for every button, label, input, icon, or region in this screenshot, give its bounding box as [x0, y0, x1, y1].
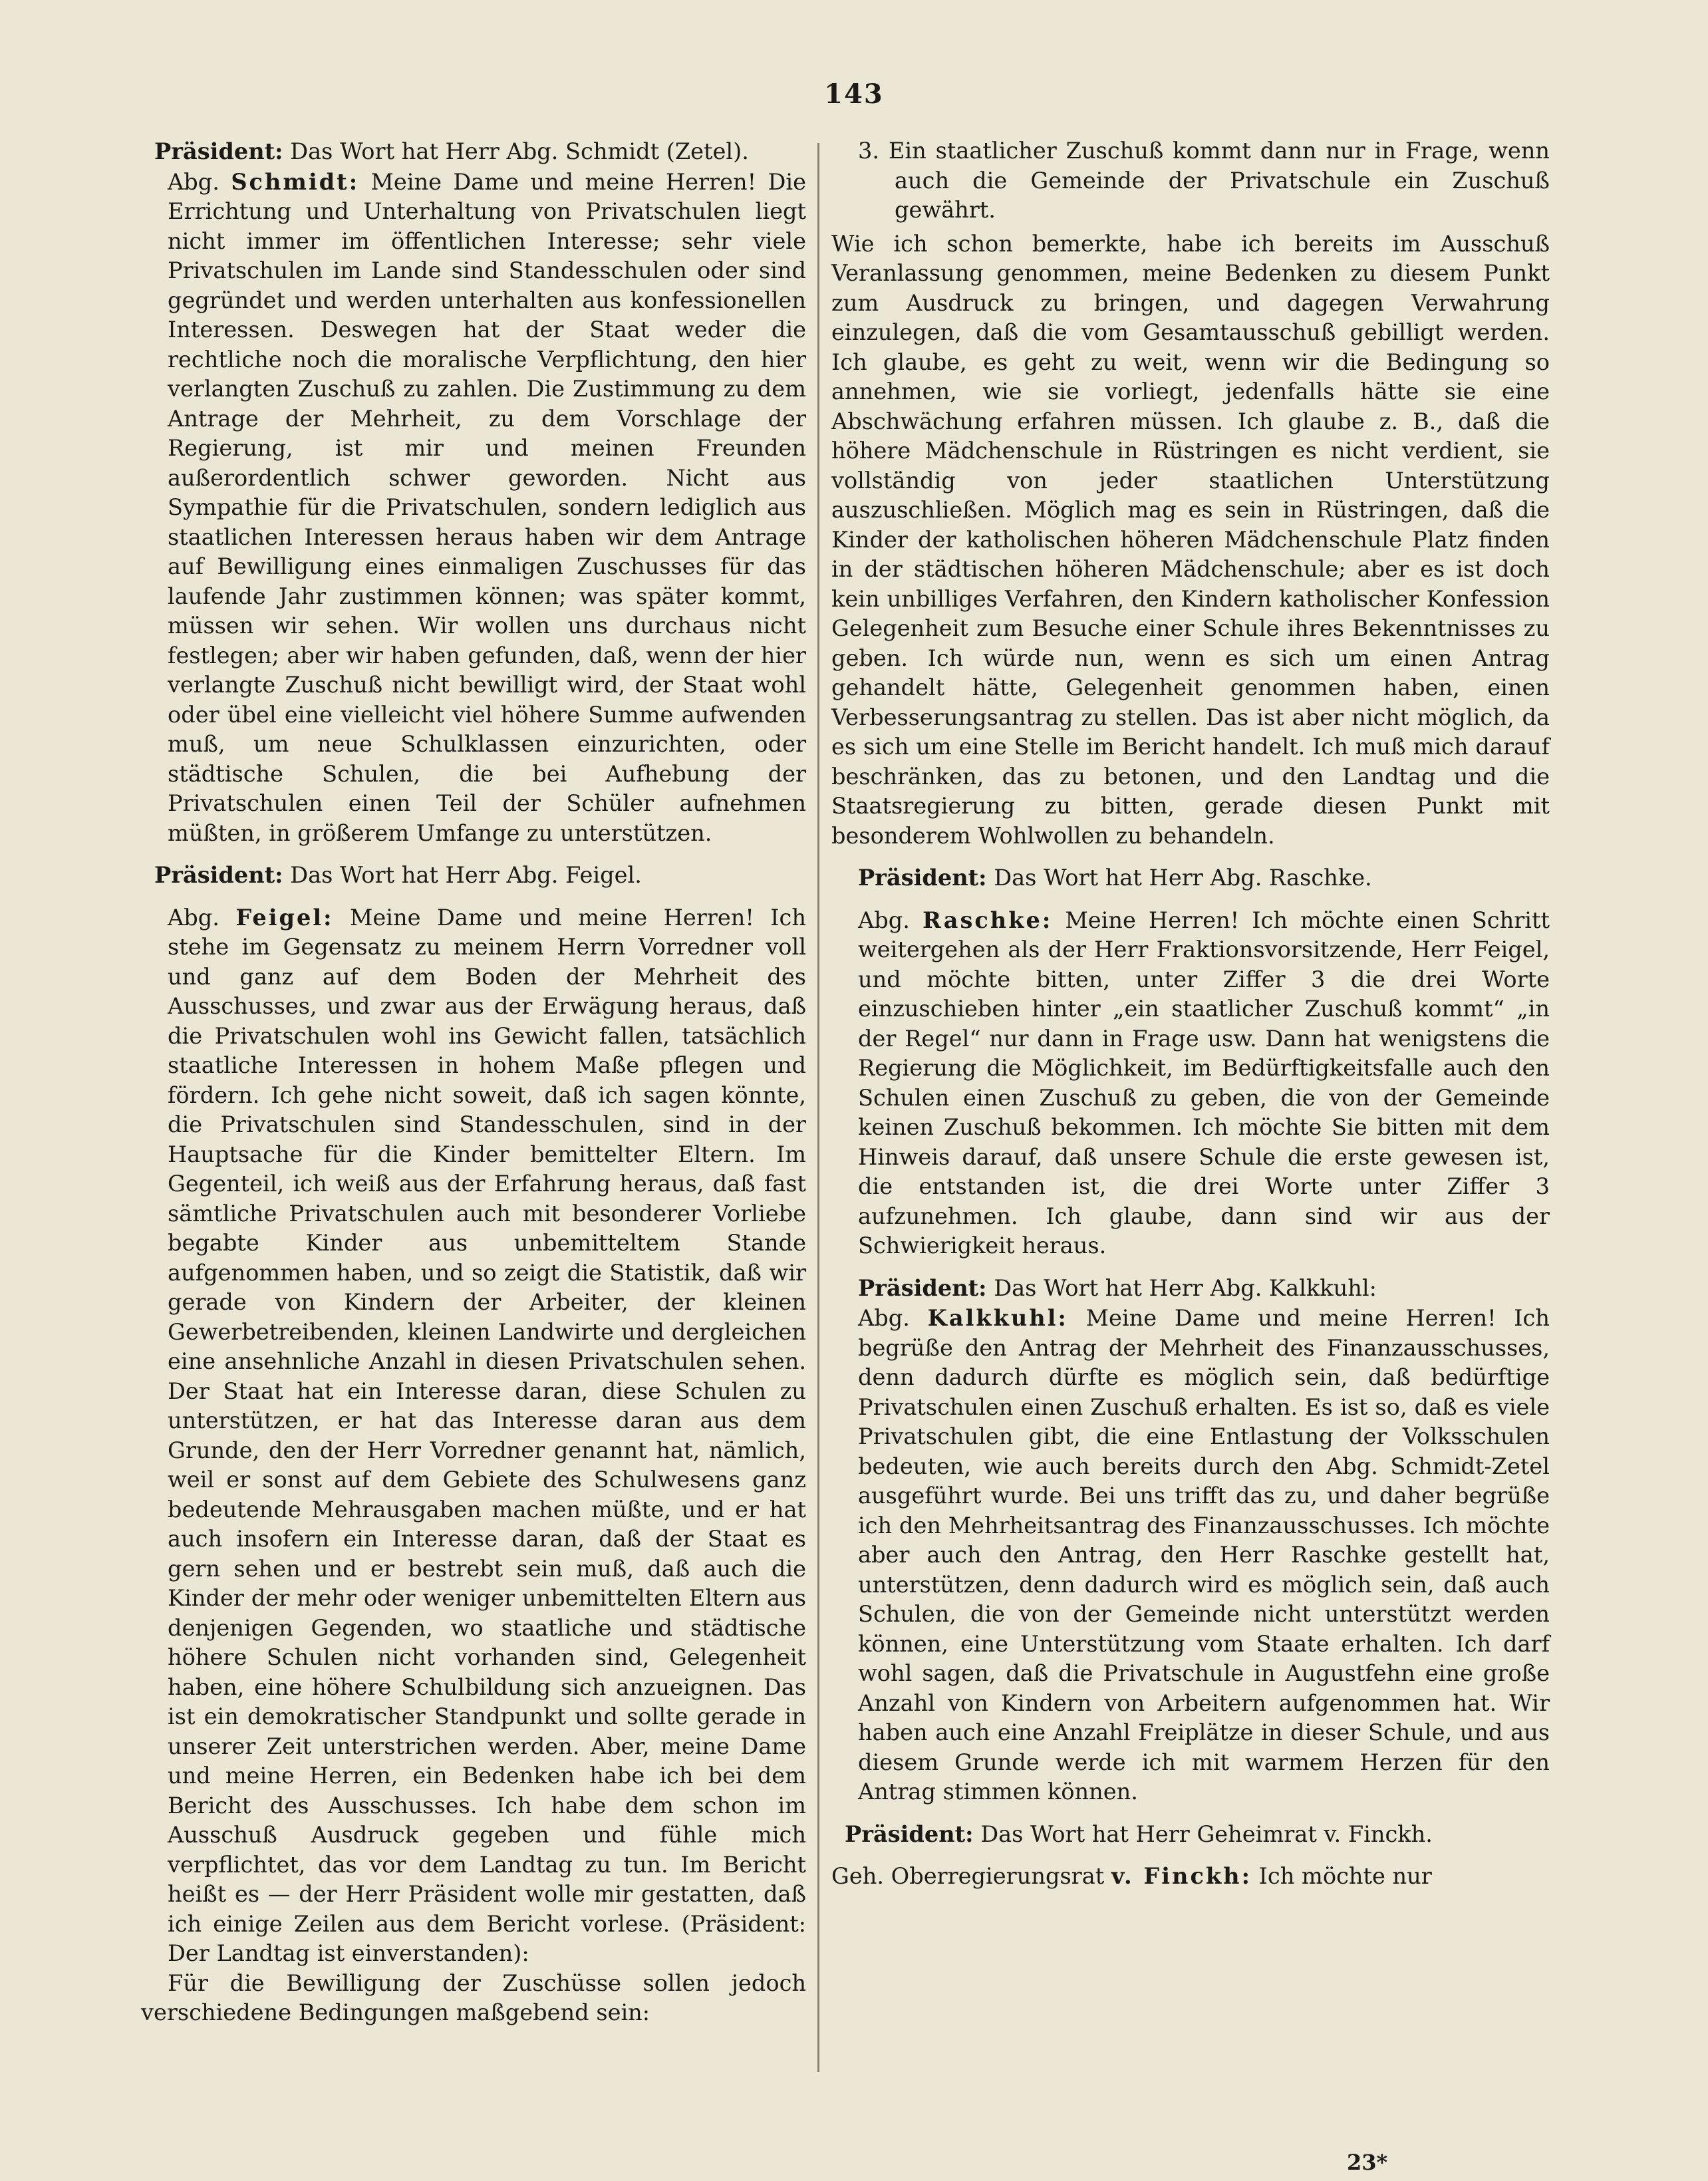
speaker-prefix: Abg.	[168, 904, 219, 931]
speaker-name: Raschke:	[923, 906, 1053, 933]
speaker-prefix: Geh. Oberregierungsrat	[831, 1863, 1105, 1889]
speaker-name: Kalkkuhl:	[927, 1304, 1068, 1331]
paragraph-text: 3. Ein staatlicher Zuschuß kommt dann nur in Frage, wenn auch die Gemeinde der Privatschule ein Zuschuß gewährt.	[858, 138, 1550, 223]
paragraph-text: Das Wort hat Herr Geheimrat v. Finckh.	[980, 1820, 1433, 1847]
paragraph-text: Meine Dame und meine Herren! Ich begrüße den Antrag der Mehrheit des Finanzausschusses, denn dadurch dürfte es möglich sein, daß bedürftige Privatschulen einen Zuschuß erhalten. Es ist so, daß es viele Privatschulen gibt, die eine Entlastung der Volksschulen bedeuten, wie auch bereits durch den Abg. Schmidt-Zetel ausgeführt wurde. Bei uns trifft das zu, und daher begrüße ich den Mehrheitsantrag des Finanzausschusses. Ich möchte aber auch den Antrag, den Herr Raschke gestellt hat, unterstützen, denn dadurch wird es möglich sein, daß auch Schulen, die von der Gemeinde nicht unterstützt werden können, eine Unterstützung vom Staate erhalten. Ich darf wohl sagen, daß die Privatschule in Augustfehn eine große Anzahl von Kindern von Arbeitern aufgenommen hat. Wir haben auch eine Anzahl Freiplätze in dieser Schule, und aus diesem Grunde werde ich mit warmem Herzen für den Antrag stimmen können.	[858, 1305, 1550, 1805]
speaker-name: Schmidt:	[231, 168, 360, 195]
speaker-prefix: Abg.	[858, 1305, 910, 1331]
paragraph-kalkkuhl	[831, 1303, 1550, 1807]
paragraph-finckh	[831, 1861, 1550, 1892]
speaker-name: Feigel:	[235, 903, 334, 931]
column-divider	[817, 143, 819, 2072]
paragraph-text: Meine Dame und meine Herren! Ich stehe im Gegensatz zu meinem Herrn Vorredner voll und ganz auf dem Boden der Mehrheit des Ausschusses, und zwar aus der Erwägung heraus, daß die Privatschulen wohl ins Gewicht fallen, tatsächlich staatliche Interessen in hohem Maße pflegen und fördern. Ich gehe nicht soweit, daß ich sagen könnte, die Privatschulen sind Standesschulen, sind in der Hauptsache für die Kinder bemittelter Eltern. Im Gegenteil, ich weiß aus der Erfahrung heraus, daß fast sämtliche Privatschulen auch mit besonderer Vorliebe begabte Kinder aus unbemitteltem Stande aufgenommen haben, und so zeigt die Statistik, daß wir gerade von Kindern der Arbeiter, der kleinen Gewerbetreibenden, kleinen Landwirte und dergleichen eine ansehnliche Anzahl in diesen Privatschulen sehen. Der Staat hat ein Interesse daran, diese Schulen zu unterstützen, er hat das Interesse daran aus dem Grunde, den der Herr Vorredner genannt hat, nämlich, weil er sonst auf dem Gebiete des Schulwesens ganz bedeutende Mehrausgaben machen müßte, und er hat auch insofern ein Interesse daran, daß der Staat es gern sehen und er bestrebt sein muß, daß auch die Kinder der mehr oder weniger unbemittelten Eltern aus denjenigen Gegenden, wo staatliche und städtische höhere Schulen nicht vorhanden sind, Gelegenheit haben, eine höhere Schulbildung sich anzueignen. Das ist ein demokratischer Standpunkt und sollte gerade in unserer Zeit unterstrichen werden. Aber, meine Dame und meine Herren, ein Bedenken habe ich bei dem Bericht des Ausschusses. Ich habe dem schon im Ausschuß Ausdruck gegeben und fühle mich verpflichtet, das vor dem Landtag zu tun. Im Bericht heißt es — der Herr Präsident wolle mir gestatten, daß ich einige Zeilen aus dem Bericht vorlese. (Präsident: Der Landtag ist einverstanden):	[168, 904, 806, 1966]
sheet-signature: 23*	[1347, 2150, 1388, 2175]
speaker-prefix: Abg.	[168, 168, 219, 195]
speaker-prefix: Abg.	[858, 907, 910, 933]
speaker-label: Präsident:	[154, 138, 283, 164]
paragraph-president-1	[141, 136, 806, 167]
paragraph-president-4	[831, 1273, 1550, 1304]
paragraph-text: Wie ich schon bemerkte, habe ich bereits im Ausschuß Veranlassung genommen, meine Bedenken zu diesem Punkt zum Ausdruck zu bringen, und dagegen Verwahrung einzulegen, daß die vom Gesamtausschuß gebilligt werden. Ich glaube, es geht zu weit, wenn wir die Bedingung so annehmen, wie sie vorliegt, jedenfalls hätte sie eine Abschwächung erfahren müssen. Ich glaube z. B., daß die höhere Mädchenschule in Rüstringen es nicht verdient, sie vollständig von jeder staatlichen Unterstützung auszuschließen. Möglich mag es sein in Rüstringen, daß die Kinder der katholischen höheren Mädchenschule Platz finden in der städtischen höheren Mädchenschule; aber es ist doch kein unbilliges Verfahren, den Kindern katholischer Konfession Gelegenheit zum Besuche einer Schule ihres Bekenntnisses zu geben. Ich würde nun, wenn es sich um einen Antrag gehandelt hätte, Gelegenheit genommen haben, einen Verbesserungsantrag zu stellen. Das ist aber nicht möglich, da es sich um eine Stelle im Bericht handelt. Ich muß mich darauf beschränken, das zu betonen, und den Landtag und die Staatsregierung zu bitten, gerade diesen Punkt mit besonderem Wohlwollen zu behandeln.	[831, 230, 1550, 849]
paragraph-text: Ich möchte nur	[1258, 1863, 1432, 1889]
paragraph-text: Das Wort hat Herr Abg. Raschke.	[994, 865, 1372, 891]
page-number: 143	[824, 78, 884, 110]
speaker-label: Präsident:	[154, 861, 283, 888]
speaker-name: v. Finckh:	[1111, 1862, 1252, 1889]
paragraph-raschke	[831, 905, 1550, 1261]
paragraph-text: Das Wort hat Herr Abg. Feigel.	[290, 862, 642, 888]
speaker-label: Präsident:	[845, 1820, 974, 1847]
paragraph-president-5	[831, 1819, 1550, 1850]
left-column	[141, 136, 806, 2028]
paragraph-feigel-continued	[831, 229, 1550, 851]
speaker-label: Präsident:	[858, 1274, 987, 1301]
paragraph-president-3	[831, 863, 1550, 893]
paragraph-text: Das Wort hat Herr Abg. Schmidt (Zetel).	[290, 138, 749, 164]
speaker-label: Präsident:	[858, 864, 987, 891]
paragraph-text: Meine Dame und meine Herren! Die Errichtung und Unterhaltung von Privatschulen liegt nicht immer im öffentlichen Interesse; sehr viele Privatschulen im Lande sind Standesschulen oder sind gegründet und werden unterhalten aus konfessionellen Interessen. Deswegen hat der Staat weder die rechtliche noch die moralische Verpflichtung, den hier verlangten Zuschuß zu zahlen. Die Zustimmung zu dem Antrage der Mehrheit, zu dem Vorschlage der Regierung, ist mir und meinen Freunden außerordentlich schwer geworden. Nicht aus Sympathie für die Privatschulen, sondern lediglich aus staatlichen Interessen heraus haben wir dem Antrage auf Bewilligung eines einmaligen Zuschusses für das laufende Jahr zustimmen können; was später kommt, müssen wir sehen. Wir wollen uns durchaus nicht festlegen; aber wir haben gefunden, daß, wenn der hier verlangte Zuschuß nicht bewilligt wird, der Staat wohl oder übel eine vielleicht viel höhere Summe aufwenden muß, um neue Schulklassen einzurichten, oder städtische Schulen, die bei Aufhebung der Privatschulen einen Teil der Schüler aufnehmen müßten, in größerem Umfange zu unterstützen.	[168, 168, 806, 846]
paragraph-text: Das Wort hat Herr Abg. Kalkkuhl:	[994, 1274, 1377, 1301]
paragraph-schmidt	[141, 167, 806, 849]
list-item-3	[831, 136, 1550, 225]
paragraph-president-2	[141, 860, 806, 891]
paragraph-text: Meine Herren! Ich möchte einen Schritt weitergehen als der Herr Fraktionsvorsitzende, Herr Feigel, und möchte bitten, unter Ziffer 3 die drei Worte einzuschieben hinter „ein staatlicher Zuschuß kommt“ „in der Regel“ nur dann in Frage usw. Dann hat wenigstens die Regierung die Möglichkeit, im Bedürftigkeitsfalle auch den Schulen einen Zuschuß zu geben, die von der Gemeinde keinen Zuschuß bekommen. Ich möchte Sie bitten mit dem Hinweis darauf, daß unsere Schule die erste gewesen ist, die entstanden ist, die drei Worte unter Ziffer 3 aufzunehmen. Ich glaube, dann sind wir aus der Schwierigkeit heraus.	[858, 907, 1550, 1258]
paragraph-text: Für die Bewilligung der Zuschüsse sollen jedoch verschiedene Bedingungen maßgebend sein:	[141, 1969, 806, 2025]
right-column	[831, 136, 1550, 1892]
paragraph-feigel	[141, 903, 806, 1969]
paragraph-conditions-intro	[141, 1969, 806, 2028]
